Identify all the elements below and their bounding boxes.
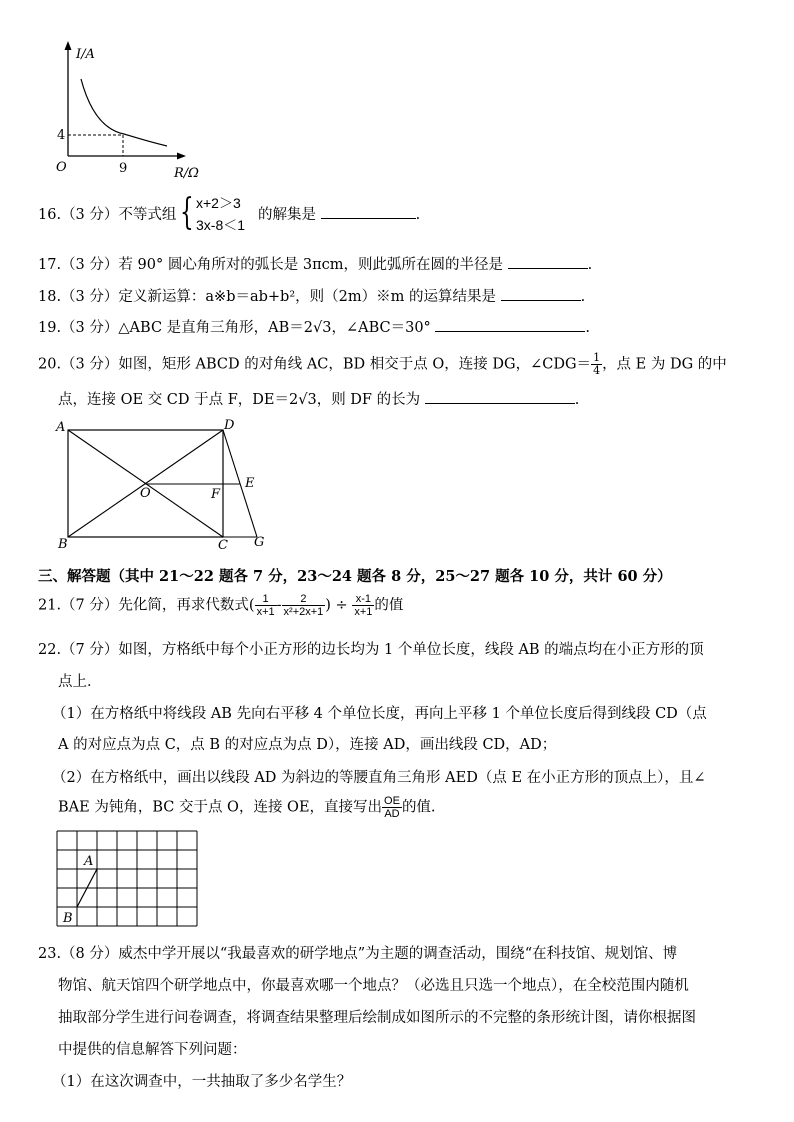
question-22-part-1-line-2: A 的对应点为点 C，点 B 的对应点为点 D），连接 AD，画出线段 CD，AD； xyxy=(58,737,557,753)
q21-fraction-3: $\frac{x-1}{x+1}$ xyxy=(354,593,373,618)
q16-brace: { xyxy=(180,192,194,233)
y-axis-label: I/A xyxy=(76,47,95,62)
grid-lines xyxy=(57,831,197,926)
q21-fraction-1: $\frac{1}{x+1}$ xyxy=(256,593,275,618)
q20-line-2-text: 点，连接 OE 交 CD 于点 F，DE＝2√3，则 DF 的长为 xyxy=(58,392,421,408)
question-22-line-1: 22.（7 分）如图，方格纸中每个小正方形的边长均为 1 个单位长度，线段 AB 的端点均在小正方形的顶 xyxy=(38,642,704,658)
label-o: O xyxy=(140,486,151,501)
question-19: 19.（3 分）△ABC 是直角三角形，AB＝2√3，∠ABC＝30° . xyxy=(38,316,590,337)
q21-fraction-2: $\frac{2}{\text{x²+2x+1}}$ xyxy=(283,593,324,618)
q16-number: 16. xyxy=(38,207,62,223)
q20-fraction: $\frac{1}{4}$ xyxy=(593,351,601,377)
q17-text: 17.（3 分）若 90° 圆心角所对的弧长是 3πcm，则此弧所在圆的半径是 xyxy=(38,257,504,273)
question-21: 21.（7 分）先化简，再求代数式( $\frac{1}{x+1}$ - $\frac{2}{\text{x²+2x+1}}$ ) ÷ $\frac{x-1}{x+1}$ 的值 xyxy=(38,593,404,618)
grid-figure xyxy=(56,830,201,930)
x-axis-arrow xyxy=(177,153,186,160)
question-23-line-3: 抽取部分学生进行问卷调查，将调查结果整理后绘制成如图所示的不完整的条形统计图，请你根据图 xyxy=(58,1010,696,1026)
question-23-line-4: 中提供的信息解答下列问题： xyxy=(58,1042,247,1058)
q16-answer-blank[interactable] xyxy=(321,204,416,219)
label-f: F xyxy=(211,487,221,502)
rectangle-figure xyxy=(50,415,275,555)
q17-answer-blank[interactable] xyxy=(508,254,588,269)
origin-label: O xyxy=(56,160,67,175)
question-18: 18.（3 分）定义新运算：a※b＝ab+b²，则（2m）※m 的运算结果是 . xyxy=(38,285,585,306)
q16-text-a: 不等式组 xyxy=(118,207,177,223)
q21-text-b: 的值 xyxy=(374,597,404,614)
question-22-part-2-line-1: （2）在方格纸中，画出以线段 AD 为斜边的等腰直角三角形 AED（点 E 在小正方形的顶点上），且∠ xyxy=(52,770,706,786)
y-axis-arrow xyxy=(65,41,72,50)
q21-text-a: 21.（7 分）先化简，再求代数式 xyxy=(38,597,249,614)
question-22-line-2: 点上． xyxy=(58,674,102,690)
q16-text-b: 的解集是 . xyxy=(258,203,420,224)
x-tick-label: 9 xyxy=(119,161,128,176)
q16-ineq-2: 3x-8＜1 xyxy=(196,217,246,233)
q18-text: 18.（3 分）定义新运算：a※b＝ab+b²，则（2m）※m 的运算结果是 xyxy=(38,289,496,305)
label-d: D xyxy=(224,418,235,433)
question-22-part-1-line-1: （1）在方格纸中将线段 AB 先向右平移 4 个单位长度，再向上平移 1 个单位长度后得到线段 CD（点 xyxy=(52,706,707,722)
inverse-curve xyxy=(81,79,167,146)
label-a: A xyxy=(56,420,66,435)
label-b: B xyxy=(58,537,68,552)
question-23-line-2: 物馆、航天馆四个研学地点中，你最喜欢哪一个地点？（必选且只选一个地点），在全校范围内随机 xyxy=(58,978,689,994)
question-23-line-1: 23.（8 分）威杰中学开展以“我最喜欢的研学地点”为主题的调查活动，围绕“在科技馆、规划馆、博 xyxy=(38,946,678,962)
q22-part-2-text-a: BAE 为钝角，BC 交于点 O，连接 OE，直接写出 xyxy=(58,799,383,816)
q19-answer-blank[interactable] xyxy=(435,317,585,332)
y-tick-label: 4 xyxy=(57,128,66,143)
grid-label-b: B xyxy=(63,911,73,926)
q20-answer-blank[interactable] xyxy=(425,389,575,404)
q20-text-a: 20.（3 分）如图，矩形 ABCD 的对角线 AC，BD 相交于点 O，连接 DG，∠CDG＝ xyxy=(38,356,592,373)
question-20-line-2: 点，连接 OE 交 CD 于点 F，DE＝2√3，则 DF 的长为 . xyxy=(58,388,579,409)
q19-text: 19.（3 分）△ABC 是直角三角形，AB＝2√3，∠ABC＝30° xyxy=(38,320,431,336)
grid-label-a: A xyxy=(84,854,94,869)
q22-fraction: $\frac{OE}{AD}$ xyxy=(384,795,400,820)
x-axis-label: R/Ω xyxy=(174,166,199,181)
current-resistance-graph xyxy=(50,38,200,183)
q16-ineq-1: x+2＞3 xyxy=(196,195,241,211)
section-3-title: 三、解答题（其中 21～22 题各 7 分，23～24 题各 8 分，25～27 题各 10 分，共计 60 分） xyxy=(38,568,672,585)
label-g: G xyxy=(254,535,265,550)
question-20-line-1 xyxy=(38,352,727,377)
question-17: 17.（3 分）若 90° 圆心角所对的弧长是 3πcm，则此弧所在圆的半径是 . xyxy=(38,253,592,274)
q22-part-2-text-b: 的值. xyxy=(401,799,436,816)
q20-text-b: ，点 E 为 DG 的中 xyxy=(602,356,727,373)
question-16 xyxy=(38,203,176,224)
question-23-part-1: （1）在这次调查中，一共抽取了多少名学生？ xyxy=(52,1074,352,1090)
question-22-part-2-line-2 xyxy=(58,795,436,820)
q18-answer-blank[interactable] xyxy=(501,286,581,301)
q16-score: （3 分） xyxy=(61,207,119,223)
label-c: C xyxy=(218,538,228,553)
label-e: E xyxy=(245,476,255,491)
